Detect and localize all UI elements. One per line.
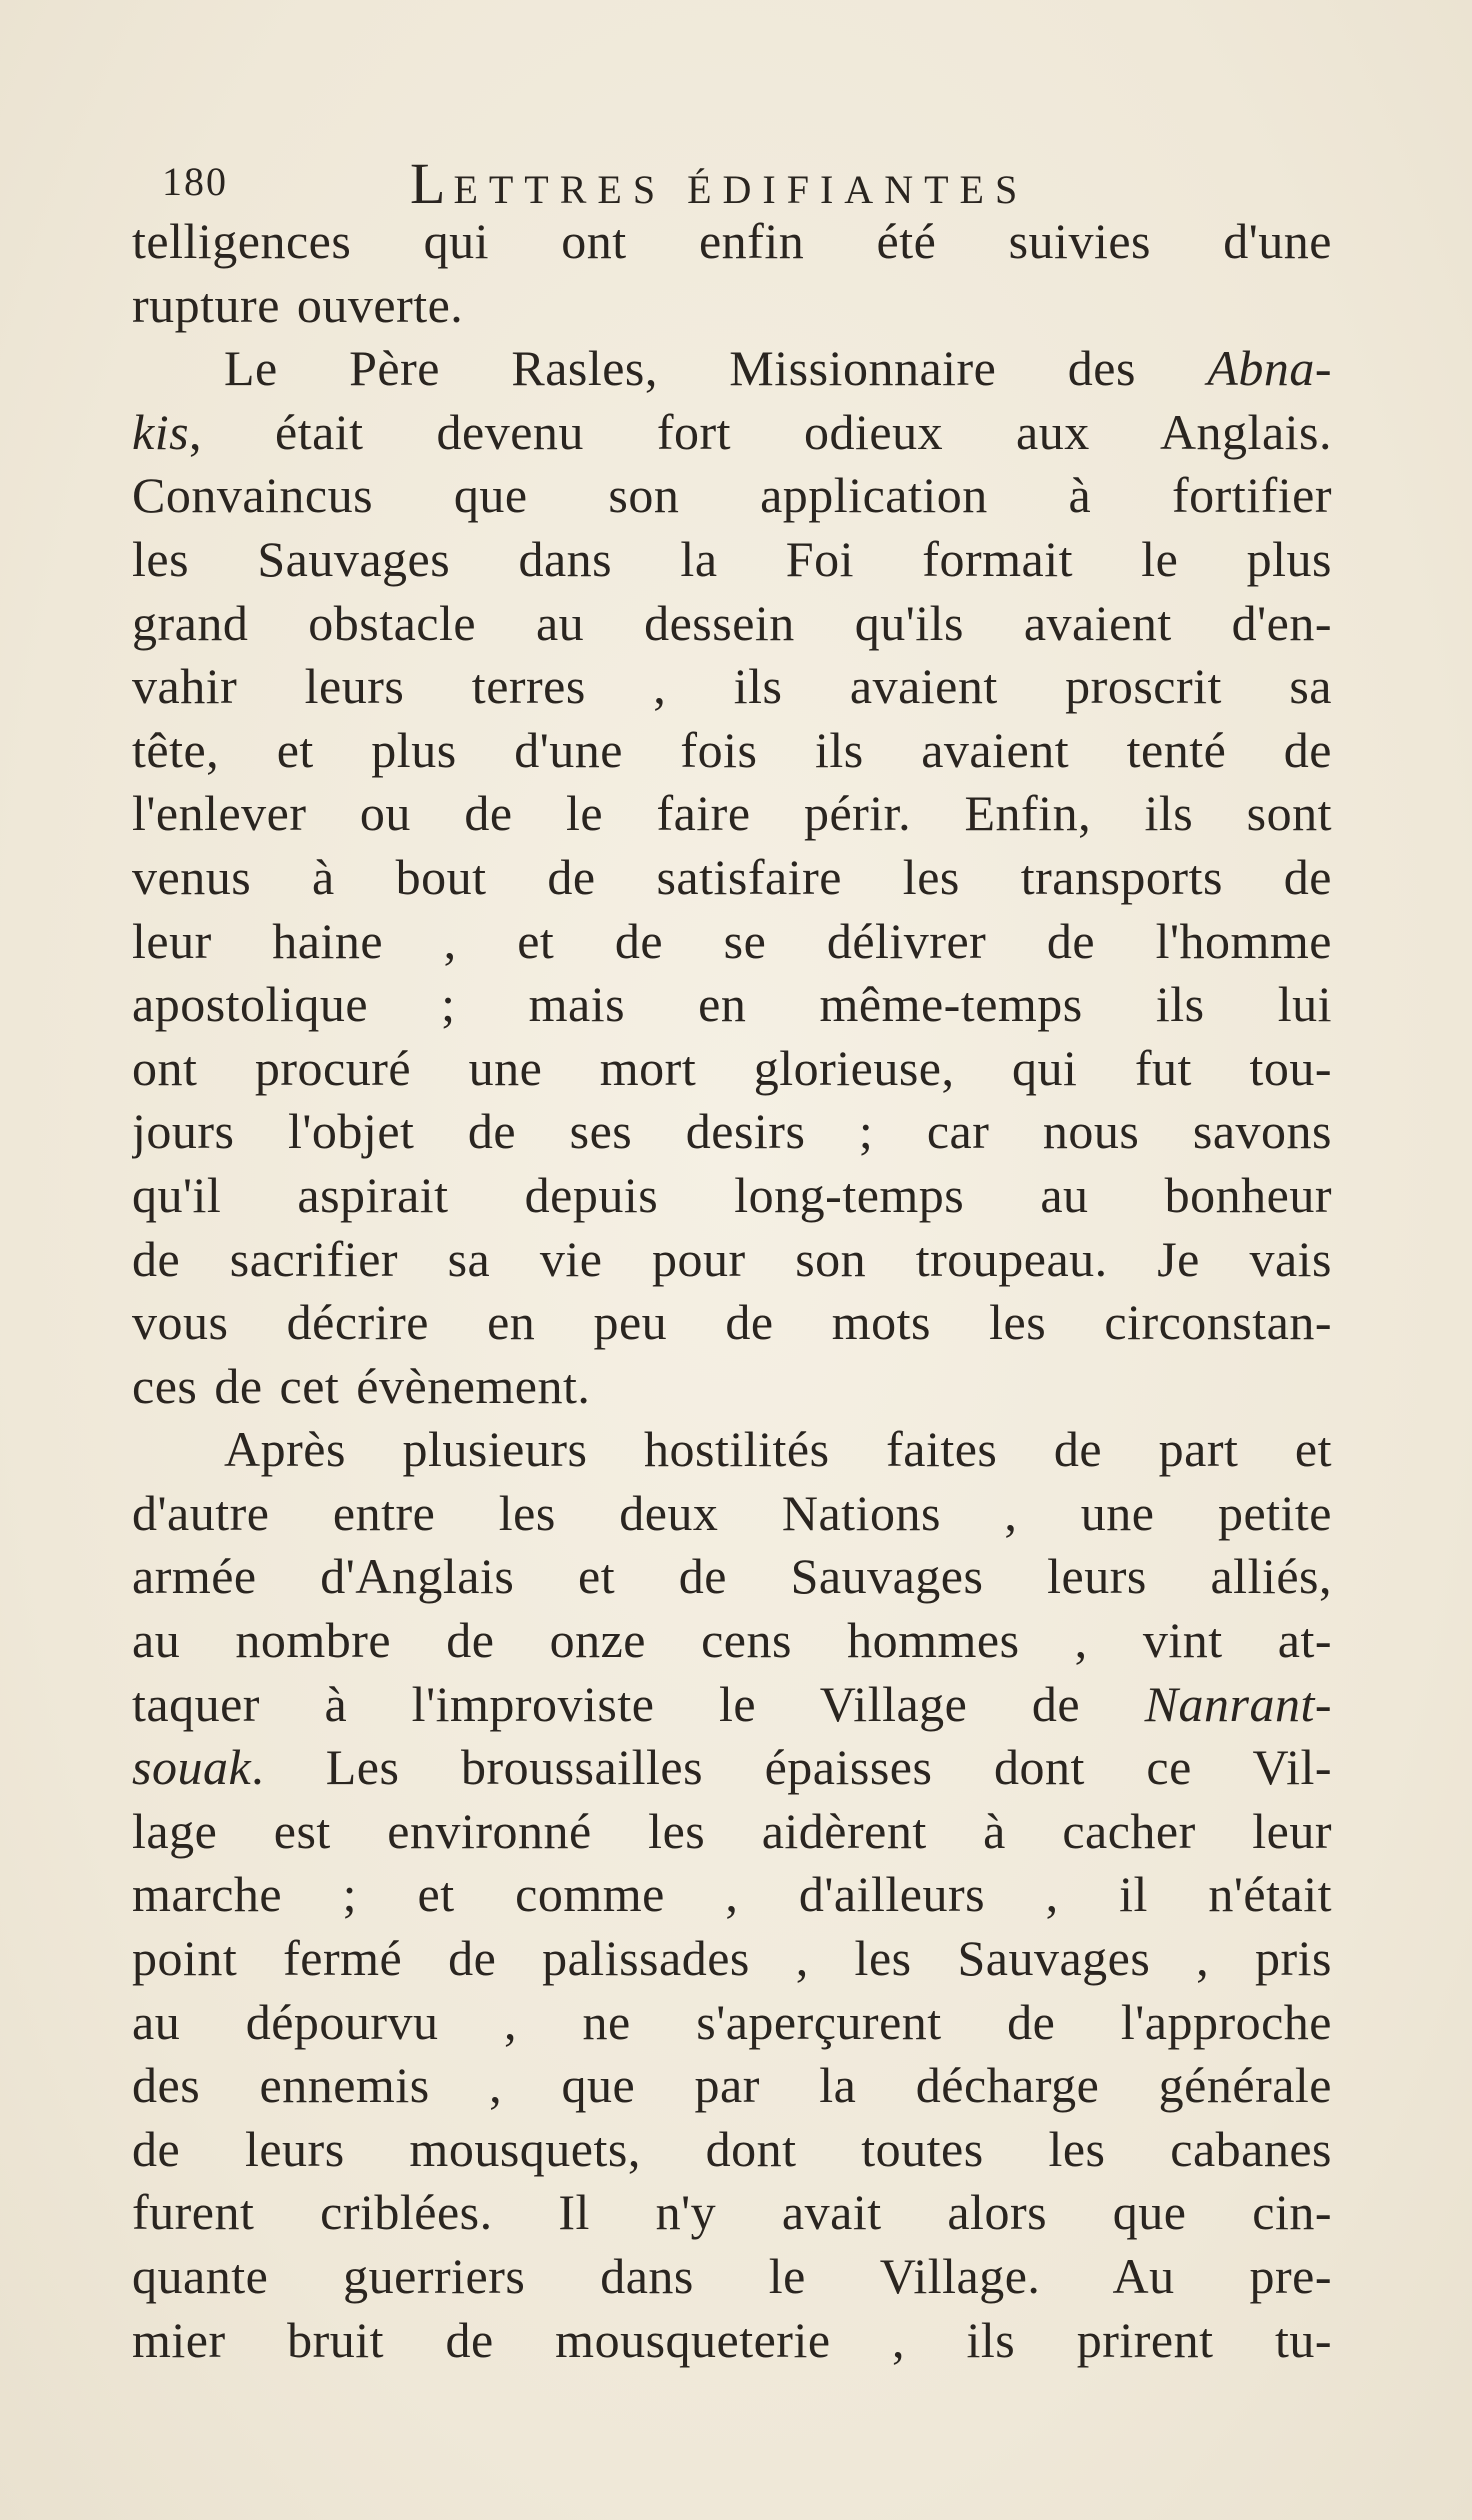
text-line — [132, 1037, 1332, 1101]
page-number: 180 — [162, 159, 228, 204]
text-run: mier bruit de mousqueterie , ils prirent tu- — [132, 2311, 1332, 2368]
text-line — [132, 337, 1332, 401]
text-run: au nombre de onze cens hommes , vint at- — [132, 1612, 1332, 1669]
text-run: des ennemis , que par la décharge générale — [132, 2057, 1332, 2114]
text-run: point fermé de palissades , les Sauvages , pris — [132, 1930, 1332, 1987]
text-line — [132, 782, 1332, 846]
text-line — [132, 1100, 1332, 1164]
text-run: de leurs mousquets, dont toutes les cabanes — [132, 2120, 1332, 2177]
running-title-text: ETTRES ÉDIFIANTES — [453, 167, 1029, 212]
text-run: vous décrire en peu de mots les circonstan- — [132, 1294, 1332, 1351]
text-run: marche ; et comme , d'ailleurs , il n'était — [132, 1866, 1332, 1923]
body-text — [132, 210, 1332, 2372]
text-line — [132, 2245, 1332, 2309]
text-run: au dépourvu , ne s'aperçurent de l'approche — [132, 1993, 1332, 2050]
text-line — [132, 2054, 1332, 2118]
text-run: tête, et plus d'une fois ils avaient tenté de — [132, 721, 1332, 778]
text-line — [132, 401, 1332, 465]
text-run: ces de cet évènement. — [132, 1357, 591, 1414]
text-line — [132, 1355, 1332, 1419]
text-run: d'autre entre les deux Nations , une petite — [132, 1484, 1332, 1541]
text-run: Après plusieurs hostilités faites de part et — [224, 1421, 1332, 1478]
text-run: rupture ouverte. — [132, 276, 464, 333]
text-line — [132, 1291, 1332, 1355]
text-run: l'enlever ou de le faire périr. Enfin, ils sont — [132, 785, 1332, 842]
text-line — [132, 1736, 1332, 1800]
text-line — [132, 1164, 1332, 1228]
italic-text: kis — [132, 403, 190, 460]
text-line — [132, 528, 1332, 592]
text-run: venus à bout de satisfaire les transports de — [132, 848, 1332, 905]
text-line — [132, 1991, 1332, 2055]
text-line — [132, 2309, 1332, 2373]
italic-text: souak — [132, 1739, 252, 1796]
text-run: Le Père Rasles, Missionnaire des — [224, 340, 1208, 397]
text-run: . Les broussailles épaisses dont ce Vil- — [251, 1739, 1332, 1796]
text-line — [132, 1800, 1332, 1864]
text-run: furent criblées. Il n'y avait alors que cin- — [132, 2184, 1332, 2241]
text-line — [132, 2181, 1332, 2245]
italic-text: Nanrant- — [1144, 1675, 1332, 1732]
text-run: armée d'Anglais et de Sauvages leurs alliés, — [132, 1548, 1332, 1605]
italic-text: Abna- — [1207, 340, 1332, 397]
text-run: Convaincus que son application à fortifier — [132, 467, 1332, 524]
running-title — [410, 150, 1028, 217]
text-run: les Sauvages dans la Foi formait le plus — [132, 530, 1332, 587]
text-line — [132, 1482, 1332, 1546]
text-run: ont procuré une mort glorieuse, qui fut tou- — [132, 1039, 1332, 1096]
text-run: telligences qui ont enfin été suivies d'une — [132, 213, 1332, 269]
text-line — [132, 592, 1332, 656]
text-run: vahir leurs terres , ils avaient proscrit sa — [132, 658, 1332, 715]
text-run: quante guerriers dans le Village. Au pre- — [132, 2248, 1332, 2304]
page-header — [152, 150, 1352, 216]
text-line — [132, 464, 1332, 528]
text-line — [132, 1228, 1332, 1292]
text-line — [132, 2118, 1332, 2182]
text-run: grand obstacle au dessein qu'ils avaient d'en- — [132, 594, 1332, 651]
text-run: , était devenu fort odieux aux Anglais. — [189, 403, 1332, 460]
text-run: jours l'objet de ses desirs ; car nous savons — [132, 1103, 1332, 1160]
text-line — [132, 1609, 1332, 1673]
text-line — [132, 846, 1332, 910]
text-line — [132, 973, 1332, 1037]
text-line — [132, 210, 1332, 274]
text-line — [132, 1927, 1332, 1991]
text-line — [132, 1418, 1332, 1482]
text-line — [132, 910, 1332, 974]
text-run: lage est environné les aidèrent à cacher leur — [132, 1802, 1332, 1859]
text-run: de sacrifier sa vie pour son troupeau. Je vais — [132, 1230, 1332, 1287]
text-run: taquer à l'improviste le Village de — [132, 1675, 1145, 1732]
text-line — [132, 1673, 1332, 1737]
text-run: leur haine , et de se délivrer de l'homme — [132, 912, 1332, 969]
text-line — [132, 1545, 1332, 1609]
text-line — [132, 274, 1332, 338]
text-run: qu'il aspirait depuis long-temps au bonheur — [132, 1166, 1332, 1223]
running-title-initial: L — [410, 151, 454, 216]
text-line — [132, 1863, 1332, 1927]
text-line — [132, 719, 1332, 783]
text-line — [132, 655, 1332, 719]
text-run: apostolique ; mais en même-temps ils lui — [132, 976, 1332, 1033]
